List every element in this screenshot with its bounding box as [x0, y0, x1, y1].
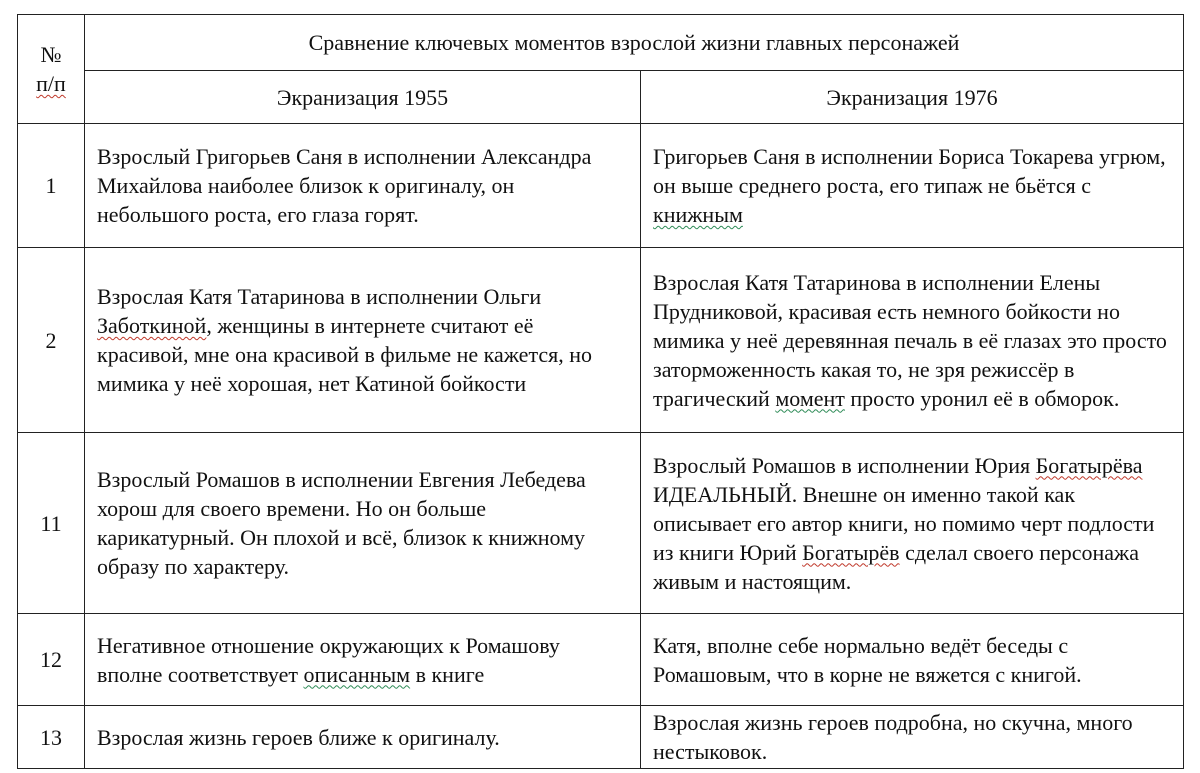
cell-text: , женщины в интернете считают её красивой, мне она красивой в фильме не кажется, но мимика у неё хорошая, нет Катиной бойкости: [97, 313, 592, 396]
comparison-table: [17, 14, 1184, 769]
cell-text: Взрослая Катя Татаринова в исполнении Елены Прудниковой, красивая есть немного бойкости но мимика у неё деревянная печаль в её глазах это просто заторможенность какая то, не зря режиссёр в трагический: [653, 269, 1167, 411]
cell-text: в книге: [410, 661, 485, 687]
cell-text: сделал своего персонажа живым и настоящим.: [653, 539, 1140, 594]
cell-1955: [85, 614, 641, 706]
table-row: [18, 248, 1184, 433]
cell-1976: [641, 124, 1184, 248]
cell-text: Взрослая Катя Татаринова в исполнении Ольги: [97, 284, 542, 309]
cell-1976: Катя, вполне себе нормально ведёт беседы с Ромашовым, что в корне не вяжется с книгой.: [641, 614, 1184, 706]
cell-1976: [641, 248, 1184, 433]
cell-text: Григорьев Саня в исполнении Бориса Токарева угрюм, он выше среднего роста, его типаж не бьётся с: [653, 144, 1166, 198]
row-number: 12: [18, 614, 85, 706]
number-column-header: [18, 15, 85, 124]
cell-1955: [85, 248, 641, 433]
column-header-row: [18, 71, 1184, 124]
cell-text-flagged: Заботкиной: [97, 313, 207, 338]
table-row: [18, 614, 1184, 706]
row-number: 13: [18, 706, 85, 769]
table-row: [18, 433, 1184, 614]
table-row: [18, 706, 1184, 769]
table-title-row: [18, 15, 1184, 71]
cell-text-flagged: Богатырёва: [1035, 452, 1143, 478]
cell-1955: Взрослый Григорьев Саня в исполнении Александра Михайлова наиболее близок к оригиналу, он небольшого роста, его глаза горят.: [85, 124, 641, 248]
cell-1976: Взрослая жизнь героев подробна, но скучна, много нестыковок.: [641, 706, 1184, 769]
cell-text-flagged: Богатырёв: [802, 539, 900, 565]
column-header-1955: Экранизация 1955: [85, 71, 641, 124]
cell-1955: Взрослая жизнь героев ближе к оригиналу.: [85, 706, 641, 769]
cell-1976: [641, 433, 1184, 614]
column-header-1976: Экранизация 1976: [641, 71, 1184, 124]
row-number: 2: [18, 248, 85, 433]
cell-text: Взрослый Ромашов в исполнении Юрия: [653, 452, 1036, 478]
cell-text-flagged: описанным: [303, 661, 411, 687]
row-number: 1: [18, 124, 85, 248]
cell-text-flagged: момент: [775, 385, 845, 411]
ordinal-abbrev: п/п: [36, 71, 66, 96]
table-row: [18, 124, 1184, 248]
cell-text: ИДЕАЛЬНЫЙ. Внешне он именно такой как описывает его автор книги, но помимо черт подлости из книги Юрий: [653, 481, 1155, 565]
row-number: 11: [18, 433, 85, 614]
cell-text: Негативное отношение окружающих к Ромашову вполне соответствует: [97, 632, 560, 687]
cell-1955: Взрослый Ромашов в исполнении Евгения Лебедева хорош для своего времени. Но он больше карикатурный. Он плохой и всё, близок к книжному образу по характеру.: [85, 433, 641, 614]
cell-text: просто уронил её в обморок.: [844, 385, 1120, 411]
number-sign: №: [40, 42, 62, 67]
table-title: Сравнение ключевых моментов взрослой жизни главных персонажей: [85, 15, 1184, 71]
cell-text-flagged: книжным: [653, 202, 743, 227]
